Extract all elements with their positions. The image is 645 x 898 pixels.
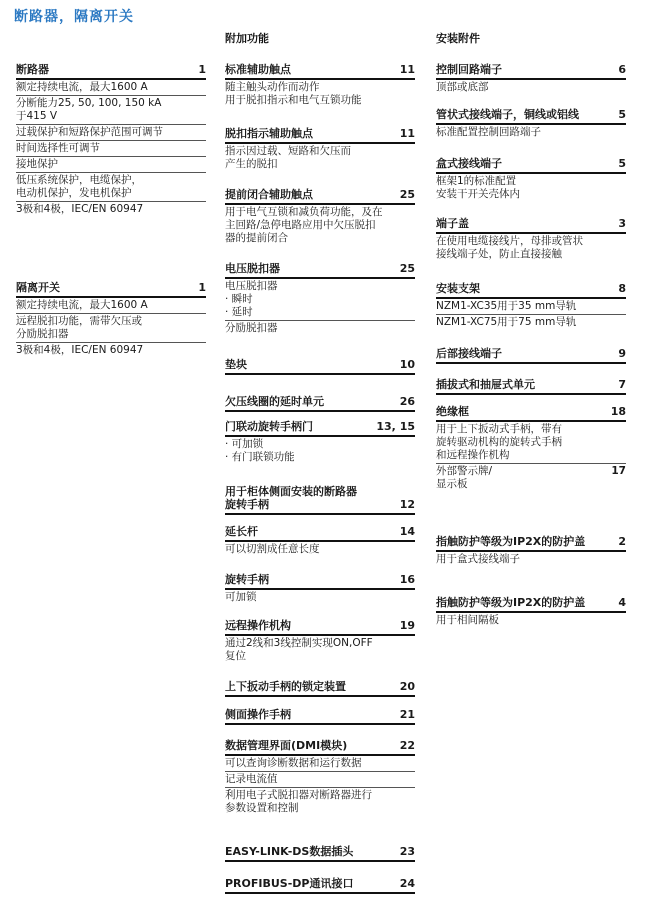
section-title: 侧面操作手柄 <box>225 708 291 721</box>
page-number: 6 <box>618 63 626 76</box>
page-number: 18 <box>610 405 626 418</box>
section-line: 额定持续电流，最大1600 A <box>16 80 206 96</box>
section-col2-7 <box>225 485 415 515</box>
section-header <box>225 188 415 205</box>
section-line: 过载保护和短路保护范围可调节 <box>16 125 206 141</box>
page-number: 2 <box>618 535 626 548</box>
section-title: 数据管理界面(DMI模块) <box>225 739 348 752</box>
section-line: 用于上下扳动式手柄，带有 旋转驱动机构的旋转式手柄 和远程操作机构 <box>436 422 626 464</box>
section-col3-7 <box>436 405 626 492</box>
page-number: 13, 15 <box>376 420 415 433</box>
section-line <box>436 464 626 492</box>
page-number: 19 <box>399 619 415 632</box>
section-title: 上下扳动手柄的锁定装置 <box>225 680 346 693</box>
section-header <box>436 217 626 234</box>
section-line: 3极和4极，IEC/EN 60947 <box>16 344 144 356</box>
page-number: 3 <box>618 217 626 230</box>
section-line: 顶部或底部 <box>436 81 489 93</box>
section-line: 分断能力25, 50, 100, 150 kA 于415 V <box>16 96 206 125</box>
page-number: 25 <box>399 188 415 201</box>
section-line: 在使用电缆接线片，母排或管状 接线端子处，防止直接接触 <box>436 235 583 260</box>
section-line: 用于盒式接线端子 <box>436 553 520 565</box>
section-col2-3 <box>225 262 415 336</box>
page-number: 10 <box>399 358 415 371</box>
section-header <box>225 619 415 636</box>
page-number: 5 <box>618 157 626 170</box>
section-line: 接地保护 <box>16 157 206 173</box>
section-header <box>16 63 206 80</box>
section-line: 可以切割成任意长度 <box>225 543 320 555</box>
page-number: 11 <box>399 127 415 140</box>
page-number: 25 <box>399 262 415 275</box>
page-number: 22 <box>399 739 415 752</box>
section-line: 时间选择性可调节 <box>16 141 206 157</box>
section-header <box>225 573 415 590</box>
page-number: 21 <box>399 708 415 721</box>
section-col2-5 <box>225 395 415 412</box>
section-line: 额定持续电流，最大1600 A <box>16 298 206 314</box>
section-line: 远程脱扣功能，需带欠压或 分励脱扣器 <box>16 314 206 343</box>
section-title: 指触防护等级为IP2X的防护盖 <box>436 596 586 609</box>
section-line: 指示因过载、短路和欠压而 产生的脱扣 <box>225 145 351 170</box>
col3-heading: 安装附件 <box>436 32 480 45</box>
section-title: 后部接线端子 <box>436 347 502 360</box>
section-col2-8 <box>225 525 415 557</box>
page-number: 1 <box>198 63 206 76</box>
section-col2-9 <box>225 573 415 605</box>
section-header <box>225 845 415 862</box>
page-title: 断路器，隔离开关 <box>14 9 134 25</box>
section-line: 电压脱扣器 · 瞬时 · 延时 <box>225 279 415 321</box>
page-number: 26 <box>399 395 415 408</box>
section-line: 框架1的标准配置 安装干开关壳体内 <box>436 175 520 200</box>
section-line: 3极和4极，IEC/EN 60947 <box>16 203 144 215</box>
section-header <box>225 877 415 894</box>
section-col2-15 <box>225 877 415 894</box>
section-col2-11 <box>225 680 415 697</box>
section-line: · 可加锁 · 有门联锁功能 <box>225 438 295 463</box>
section-col2-6 <box>225 420 415 465</box>
section-header <box>436 347 626 364</box>
section-title: 欠压线圈的延时单元 <box>225 395 324 408</box>
section-title: 断路器 <box>16 63 49 76</box>
section-line: 可以查询诊断数据和运行数据 <box>225 756 415 772</box>
section-header <box>436 63 626 80</box>
section-line: 记录电流值 <box>225 772 415 788</box>
section-col2-10 <box>225 619 415 664</box>
section-col2-13 <box>225 739 415 816</box>
page-number: 14 <box>399 525 415 538</box>
section-line: NZM1-XC35用于35 mm导轨 <box>436 299 626 315</box>
section-header <box>16 281 206 298</box>
page-number: 11 <box>399 63 415 76</box>
section-header <box>225 485 415 515</box>
page-number: 12 <box>399 498 415 511</box>
section-line: 可加锁 <box>225 591 257 603</box>
section-header <box>436 157 626 174</box>
section-title: 标准辅助触点 <box>225 63 291 76</box>
section-title: 插拔式和抽屉式单元 <box>436 378 535 391</box>
section-header <box>225 63 415 80</box>
section-line: 分励脱扣器 <box>225 322 278 334</box>
page-number: 1 <box>198 281 206 294</box>
section-title: 盒式接线端子 <box>436 157 502 170</box>
section-title: 指触防护等级为IP2X的防护盖 <box>436 535 586 548</box>
section-line: 随主触头动作而动作 用于脱扣指示和电气互锁功能 <box>225 81 362 106</box>
section-header <box>436 108 626 125</box>
section-title: 用于柜体侧面安装的断路器 旋转手柄 <box>225 485 357 511</box>
section-col2-1 <box>225 127 415 172</box>
section-title: PROFIBUS-DP通讯接口 <box>225 877 354 890</box>
section-title: 端子盖 <box>436 217 469 230</box>
section-header <box>436 405 626 422</box>
section-header <box>225 358 415 375</box>
section-title: 控制回路端子 <box>436 63 502 76</box>
section-title: 管状式接线端子，铜线或铝线 <box>436 108 579 121</box>
page-number: 8 <box>618 282 626 295</box>
section-col3-1 <box>436 108 626 140</box>
section-title: 提前闭合辅助触点 <box>225 188 313 201</box>
section-title: 安装支架 <box>436 282 480 295</box>
section-title: 门联动旋转手柄门 <box>225 420 313 433</box>
section-col2-12 <box>225 708 415 725</box>
section-title: EASY-LINK-DS数据插头 <box>225 845 354 858</box>
section-col3-2 <box>436 157 626 202</box>
section-line: NZM1-XC75用于75 mm导轨 <box>436 316 577 328</box>
section-header <box>225 127 415 144</box>
section-line: 低压系统保护，电缆保护， 电动机保护，发电机保护 <box>16 173 206 202</box>
section-col3-0 <box>436 63 626 95</box>
page-number: 24 <box>399 877 415 890</box>
section-line: 利用电子式脱扣器对断路器进行 参数设置和控制 <box>225 789 372 814</box>
section-col1-1 <box>16 281 206 358</box>
page-number: 4 <box>618 596 626 609</box>
section-title: 旋转手柄 <box>225 573 269 586</box>
section-line: 用于相间隔板 <box>436 614 499 626</box>
section-title: 垫块 <box>225 358 247 371</box>
section-title: 远程操作机构 <box>225 619 291 632</box>
extra-text: 外部警示牌/ 显示板 <box>436 465 493 490</box>
section-header <box>225 708 415 725</box>
section-col3-5 <box>436 347 626 364</box>
section-col2-2 <box>225 188 415 246</box>
section-line: 用于电气互锁和减负荷功能，及在 主回路/急停电路应用中欠压脱扣 器的提前闭合 <box>225 206 383 244</box>
section-title: 延长杆 <box>225 525 258 538</box>
section-header <box>436 282 626 299</box>
page-number: 20 <box>399 680 415 693</box>
section-header <box>436 596 626 613</box>
section-header <box>436 535 626 552</box>
section-header <box>225 395 415 412</box>
section-line: 通过2线和3线控制实现ON,OFF 复位 <box>225 637 373 662</box>
section-col1-0 <box>16 63 206 217</box>
section-line: 标准配置控制回路端子 <box>436 126 541 138</box>
section-col2-0 <box>225 63 415 108</box>
page-number: 17 <box>611 465 626 477</box>
section-header <box>225 262 415 279</box>
section-col3-4 <box>436 282 626 330</box>
section-col3-9 <box>436 596 626 628</box>
section-header <box>225 420 415 437</box>
section-header <box>436 378 626 395</box>
section-col3-8 <box>436 535 626 567</box>
section-col2-4 <box>225 358 415 375</box>
page-number: 7 <box>618 378 626 391</box>
page-number: 23 <box>399 845 415 858</box>
col2-heading: 附加功能 <box>225 32 269 45</box>
section-title: 脱扣指示辅助触点 <box>225 127 313 140</box>
section-title: 绝缘框 <box>436 405 469 418</box>
section-col2-14 <box>225 845 415 862</box>
page-number: 16 <box>399 573 415 586</box>
section-title: 隔离开关 <box>16 281 60 294</box>
page-number: 9 <box>618 347 626 360</box>
section-col3-6 <box>436 378 626 395</box>
section-header <box>225 739 415 756</box>
section-title: 电压脱扣器 <box>225 262 280 275</box>
section-header <box>225 680 415 697</box>
section-header <box>225 525 415 542</box>
section-col3-3 <box>436 217 626 262</box>
page-number: 5 <box>618 108 626 121</box>
